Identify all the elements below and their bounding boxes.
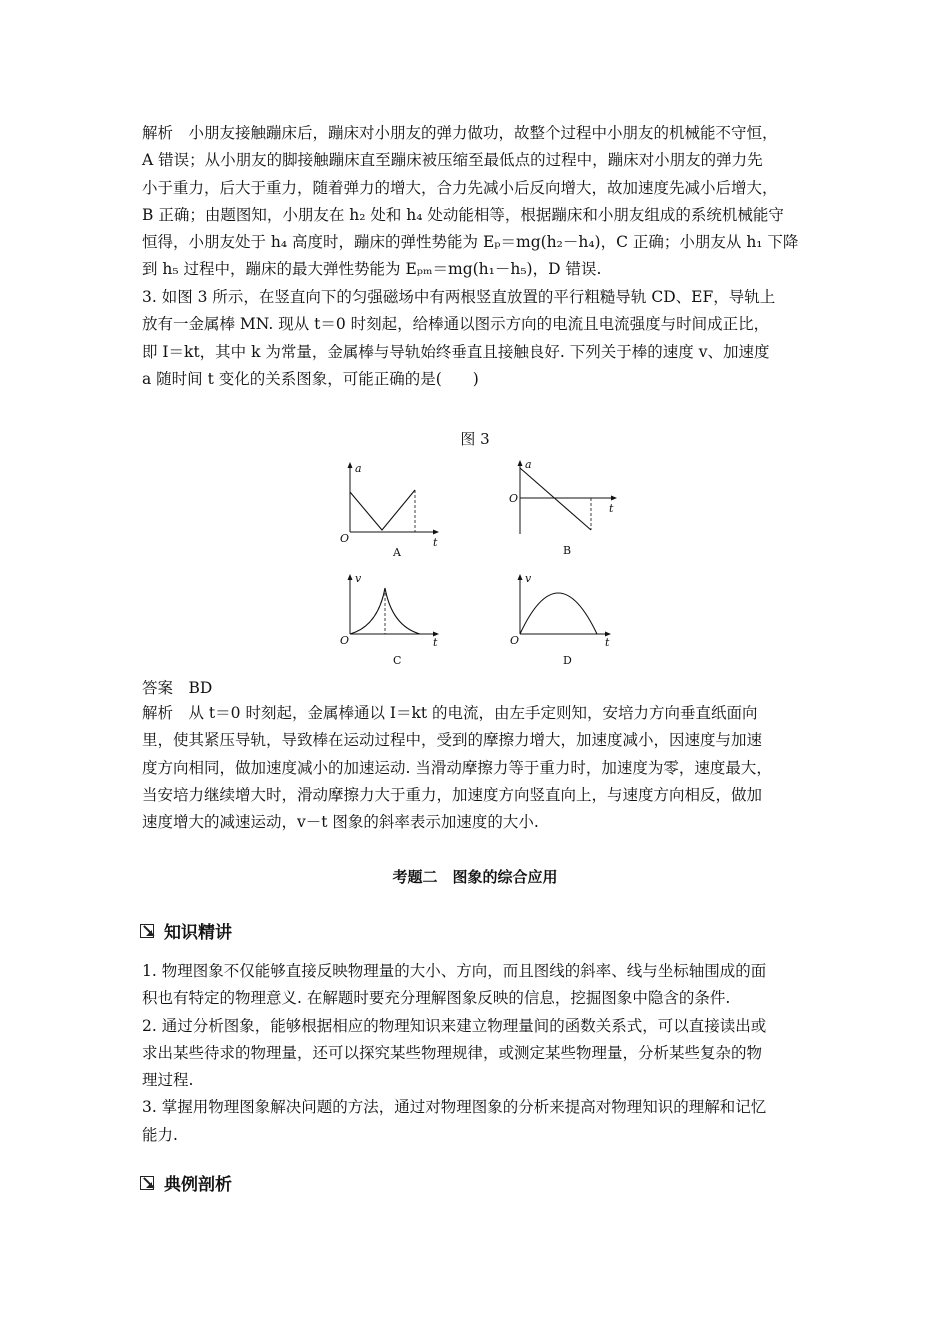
x-axis-arrow [611,496,617,501]
analysis-paragraph-1 [142,120,812,284]
heading-knowledge [140,918,232,943]
y-axis-arrow [348,574,353,580]
knowledge-line: 求出某些待求的物理量，还可以探究某些物理规律，或测定某些物理量，分析某些复杂的物 [142,1043,763,1062]
analysis2-line: 里，使其紧压导轨，导致棒在运动过程中，受到的摩擦力增大，加速度减小，因速度与加速 [142,731,763,750]
question-3 [142,284,812,393]
heading-knowledge-label: 知识精讲 [164,923,232,943]
y-axis-label: v [525,572,532,585]
analysis1-line: 小于重力，后大于重力，随着弹力的增大，合力先减小后反向增大，故加速度先减小后增大， [142,178,778,197]
section-marker-icon [140,1176,154,1190]
y-axis-arrow [518,574,523,580]
question3-line: 3. 如图 3 所示，在竖直向下的匀强磁场中有两根竖直放置的平行粗糙导轨 CD、EF，导轨上 [142,288,776,306]
graph-a [335,460,455,564]
analysis2-line: 速度增大的减速运动，v－t 图象的斜率表示加速度的大小. [142,813,539,832]
graph-d-svg [505,570,625,670]
analysis1-line: 解析 小朋友接触蹦床后，蹦床对小朋友的弹力做功，故整个过程中小朋友的机械能不守恒， [142,124,778,142]
x-axis-label: t [433,636,438,649]
y-axis-label: a [355,462,362,475]
graph-c-svg [335,570,455,670]
analysis1-line: A 错误；从小朋友的脚接触蹦床直至蹦床被压缩至最低点的过程中，蹦床对小朋友的弹力先 [142,151,763,170]
question3-line: a 随时间 t 变化的关系图象，可能正确的是( ) [142,369,479,388]
x-axis-label: t [433,536,438,549]
a-t-curve [350,490,415,530]
section-marker-icon [140,924,154,938]
x-axis-label: t [605,636,610,649]
y-axis-label: v [355,572,362,585]
y-axis-arrow [348,462,353,468]
graph-label: C [393,654,402,667]
knowledge-line: 2. 通过分析图象，能够根据相应的物理知识来建立物理量间的函数关系式，可以直接读出或 [142,1016,767,1035]
analysis2-line: 度方向相同，做加速度减小的加速运动. 当滑动摩擦力等于重力时，加速度为零，速度最大， [142,758,772,777]
answer: 答案 BD [142,679,213,697]
knowledge-paragraphs [142,958,812,1149]
graph-d [505,570,625,674]
section-title: 考题二 图象的综合应用 [392,868,558,886]
graph-b-svg [505,456,625,556]
origin-label: O [340,634,350,647]
y-axis-label: a [525,458,532,471]
analysis2-line: 解析 从 t＝0 时刻起，金属棒通以 I＝kt 的电流，由左手定则知，安培力方向垂直纸面向 [142,704,758,722]
graph-c [335,570,455,674]
heading-examples-label: 典例剖析 [164,1175,232,1195]
origin-label: O [510,634,520,647]
analysis-paragraph-2 [142,700,812,836]
graph-label: B [563,544,572,557]
x-axis-label: t [609,502,614,515]
x-axis-arrow [433,530,439,535]
origin-label: O [340,532,350,545]
graph-a-svg [335,460,455,560]
figure-caption: 图 3 [460,430,490,448]
y-axis-arrow [518,460,523,466]
graph-b [505,456,625,560]
origin-label: O [509,492,519,505]
knowledge-line: 理过程. [142,1071,194,1090]
knowledge-line: 1. 物理图象不仅能够直接反映物理量的大小、方向，而且图线的斜率、线与坐标轴围成的面 [142,962,767,980]
a-t-curve [520,468,591,530]
heading-examples [140,1170,232,1195]
graph-label: A [393,546,401,559]
analysis1-line: 恒得，小朋友处于 h₄ 高度时，蹦床的弹性势能为 Eₚ＝mg(h₂－h₄)，C 正确；小朋友从 h₁ 下降 [142,233,799,252]
knowledge-line: 能力. [142,1125,178,1144]
question3-line: 即 I＝kt，其中 k 为常量，金属棒与导轨始终垂直且接触良好. 下列关于棒的速度 v、加速度 [142,342,770,361]
graph-label: D [563,654,572,667]
analysis2-line: 当安培力继续增大时，滑动摩擦力大于重力，加速度方向竖直向上，与速度方向相反，做加 [142,785,763,804]
question3-line: 放有一金属棒 MN. 现从 t＝0 时刻起，给棒通以图示方向的电流且电流强度与时间成正比， [142,315,770,334]
knowledge-line: 3. 掌握用物理图象解决问题的方法，通过对物理图象的分析来提高对物理知识的理解和记忆 [142,1098,767,1117]
knowledge-line: 积也有特定的物理意义. 在解题时要充分理解图象反映的信息，挖掘图象中隐含的条件. [142,989,731,1008]
analysis1-line: B 正确；由题图知，小朋友在 h₂ 处和 h₄ 处动能相等，根据蹦床和小朋友组成的系统机械能守 [142,205,784,224]
analysis1-line: 到 h₅ 过程中，蹦床的最大弹性势能为 Eₚₘ＝mg(h₁－h₅)，D 错误. [142,260,602,279]
v-t-curve [520,593,597,634]
